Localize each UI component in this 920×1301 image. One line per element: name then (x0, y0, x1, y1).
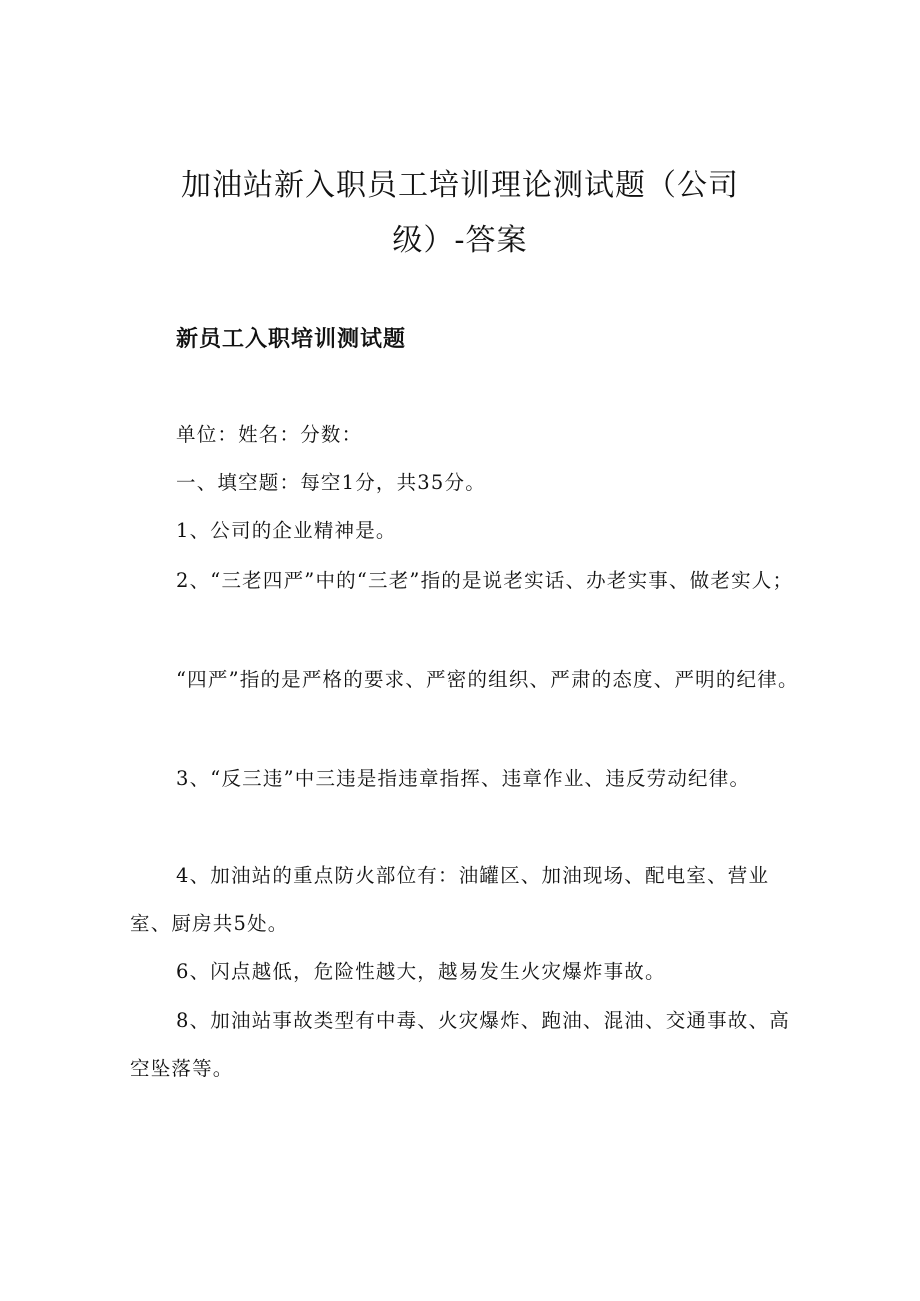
document-title-line-1: 加油站新入职员工培训理论测试题（公司 (181, 168, 739, 203)
fill-in-heading: 一、填空题：每空1分，共35分。 (176, 471, 486, 494)
header-fields: 单位：姓名：分数： (176, 423, 363, 446)
document-title-line-2: 级）-答案 (392, 223, 528, 258)
question-2-continued: “四严”指的是严格的要求、严密的组织、严肃的态度、严明的纪律。 (176, 668, 799, 691)
question-4: 4、加油站的重点防火部位有：油罐区、加油现场、配电室、营业室、厨房共5处。 (130, 864, 770, 935)
question-3: 3、“反三违”中三违是指违章指挥、违章作业、违反劳动纪律。 (176, 767, 751, 790)
question-1: 1、公司的企业精神是。 (176, 519, 397, 542)
document-title (130, 158, 790, 268)
question-2: 2、“三老四严”中的“三老”指的是说老实话、办老实事、做老实人； (176, 569, 794, 592)
section-title: 新员工入职培训测试题 (176, 327, 407, 352)
question-8: 8、加油站事故类型有中毒、火灾爆炸、跑油、混油、交通事故、高空坠落等。 (130, 1009, 790, 1080)
question-6: 6、闪点越低，危险性越大，越易发生火灾爆炸事故。 (176, 960, 666, 983)
